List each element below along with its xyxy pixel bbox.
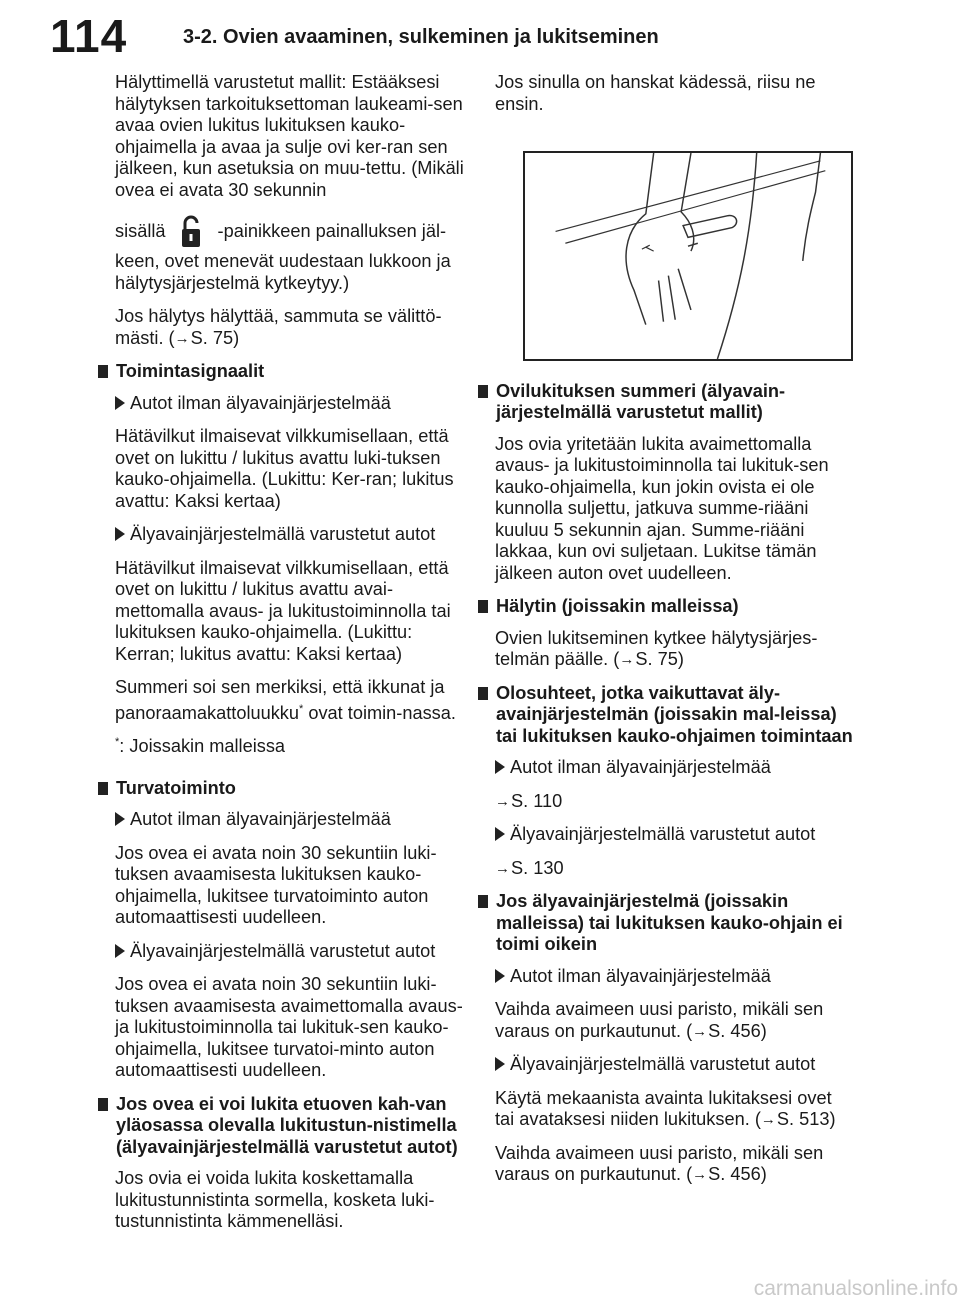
triangle-bullet-icon [115, 527, 125, 541]
triangle-bullet-icon [495, 760, 505, 774]
arrow-icon: → [174, 329, 190, 347]
arrow-icon: → [760, 1111, 776, 1128]
triangle-bullet-icon [115, 812, 125, 826]
arrow-icon: → [692, 1166, 708, 1183]
bullet-square-icon [478, 895, 488, 908]
page-reference[interactable]: S. 513) [776, 1109, 836, 1129]
page-reference[interactable]: S. 456) [708, 1020, 767, 1041]
paragraph: Jos ovia yritetään lukita avaimettomalla avaus- ja lukitustoiminnolla tai lukituk-sen kauko-ohjaimella, kun jokin ovista ei ole kunnolla suljettu, jatkuva summe-riääni kuuluu 5 sekunnin ajan. Summe-riääni lakkaa, kun ovi suljetaan. Lukitse tämän jälkeen auton ovet uudelleen. [495, 433, 829, 583]
paragraph: Vaihda avaimeen uusi paristo, mikäli sen varaus on purkautunut. (→S. 456) [495, 999, 824, 1041]
subheading: Älyavainjärjestelmällä varustetut autot [495, 1054, 855, 1076]
lock-icon [176, 213, 206, 251]
triangle-bullet-icon [495, 827, 505, 841]
subheading: Autot ilman älyavainjärjestelmää [115, 809, 475, 831]
bullet-square-icon [478, 600, 488, 613]
paragraph: Vaihda avaimeen uusi paristo, mikäli sen varaus on purkautunut. (→S. 456) [495, 1142, 824, 1184]
bullet-square-icon [98, 782, 108, 795]
arrow-icon: → [692, 1022, 708, 1040]
reference-line [495, 791, 855, 813]
page-reference[interactable]: S. 110 [511, 790, 563, 811]
paragraph: Hätävilkut ilmaisevat vilkkumisellaan, että ovet on lukittu / lukitus avattu luki-tuksen kauko-ohjaimella. (Lukittu: Ker-ran; lukitus avattu: Kaksi kertaa) [115, 426, 454, 511]
subheading: Autot ilman älyavainjärjestelmää [495, 757, 855, 779]
paragraph: Jos sinulla on hanskat kädessä, riisu ne ensin. [495, 72, 816, 114]
intro-paragraph-2: sisällä -painikkeen painalluksen jäl-keen, ovet menevät uudestaan lukkoon ja hälytysjärjestelmä kytkeytyy.) [115, 213, 475, 294]
bullet-square-icon [98, 365, 108, 378]
left-column [115, 72, 475, 1245]
heading-turvatoiminto: Turvatoiminto [98, 778, 475, 800]
heading-halytin: Hälytin (joissakin malleissa) [478, 596, 855, 618]
triangle-bullet-icon [115, 396, 125, 410]
arrow-icon: → [495, 859, 510, 877]
subheading: Älyavainjärjestelmällä varustetut autot [495, 824, 855, 846]
heading-etuovi: Jos ovea ei voi lukita etuoven kah-van yläosassa olevalla lukitustun-nistimella (älyavainjärjestelmällä varustetut autot) [98, 1094, 475, 1159]
heading-ei-toimi: Jos älyavainjärjestelmä (joissakin malleissa) tai lukituksen kauko-ohjain ei toimi oikein [478, 891, 855, 956]
heading-olosuhteet: Olosuhteet, jotka vaikuttavat äly-avainjärjestelmän (joissakin mal-leissa) tai lukituksen kauko-ohjaimen toimintaan [478, 683, 855, 748]
footnote: *: Joissakin malleissa [115, 736, 286, 757]
page-reference[interactable]: S. 75) [635, 649, 684, 669]
intro-paragraph-3: Jos hälytys hälyttää, sammuta se välittö-mästi. (→S. 75) [115, 306, 442, 348]
heading-toimintasignaalit: Toimintasignaalit [98, 361, 475, 383]
subheading: Autot ilman älyavainjärjestelmää [495, 966, 855, 988]
page-reference[interactable]: S. 456) [708, 1164, 767, 1184]
watermark: carmanualsonline.info [753, 1277, 958, 1300]
arrow-icon: → [619, 651, 635, 668]
paragraph: Käytä mekaanista avainta lukitaksesi ovet tai avataksesi niiden lukituksen. (→S. 513) [495, 1087, 836, 1129]
page-reference[interactable]: S. 130 [511, 857, 564, 878]
subheading: Autot ilman älyavainjärjestelmää [115, 393, 475, 415]
bullet-square-icon [478, 385, 488, 398]
reference-line [495, 858, 855, 880]
subheading: Älyavainjärjestelmällä varustetut autot [115, 941, 475, 963]
bullet-square-icon [478, 687, 488, 700]
triangle-bullet-icon [495, 969, 505, 983]
paragraph: Ovien lukitseminen kytkee hälytysjärjes-telmän päälle. (→S. 75) [495, 627, 818, 669]
triangle-bullet-icon [115, 944, 125, 958]
triangle-bullet-icon [495, 1057, 505, 1071]
paragraph: Jos ovea ei avata noin 30 sekuntiin luki-tuksen avaamisesta avaimettomalla avaus- ja lukitustoiminnolla tai lukituk-sen kauko-ohjaimella, lukitsee turvatoi-minto auton automaattisesti uudelleen. [115, 974, 463, 1081]
paragraph: Jos ovia ei voida lukita koskettamalla lukitustunnistinta sormella, kosketa luki-tustunnistinta kämmenelläsi. [115, 1168, 435, 1232]
arrow-icon: → [495, 792, 510, 810]
paragraph: Jos ovea ei avata noin 30 sekuntiin luki-tuksen avaamisesta lukituksen kauko-ohjaimella, lukitsee turvatoiminto auton automaattisesti uudelleen. [115, 842, 437, 928]
heading-ovilukituksen-summeri: Ovilukituksen summeri (älyavain-järjestelmällä varustetut mallit) [478, 381, 855, 424]
subheading: Älyavainjärjestelmällä varustetut autot [115, 524, 475, 546]
paragraph: Summeri soi sen merkiksi, että ikkunat ja panoraamakattoluukku* ovat toimin-nassa. [115, 677, 456, 723]
page-reference[interactable]: S. 75) [190, 327, 240, 348]
right-column [495, 72, 855, 1198]
hand-on-door-handle-illustration [523, 151, 853, 361]
paragraph: Hätävilkut ilmaisevat vilkkumisellaan, että ovet on lukittu / lukitus avattu avai-mettomalla avaus- ja lukitustoiminnolla tai lukituksen kauko-ohjaimella. (Lukittu: Kerran; lukitus avattu: Kaksi kertaa) [115, 557, 451, 664]
intro-paragraph: Hälyttimellä varustetut mallit: Estääksesi hälytyksen tarkoituksettoman laukeami-sen avaa ovien lukitus lukituksen kauko-ohjaimella ja avaa ja sulje ovi ker-ran sen jälkeen, kun asetuksia on muu-tettu. (Mikäli ovea ei avata 30 sekunnin [115, 72, 464, 200]
page-number: 114 [50, 10, 128, 62]
section-title: 3-2. Ovien avaaminen, sulkeminen ja lukitseminen [183, 26, 659, 48]
bullet-square-icon [98, 1098, 108, 1111]
